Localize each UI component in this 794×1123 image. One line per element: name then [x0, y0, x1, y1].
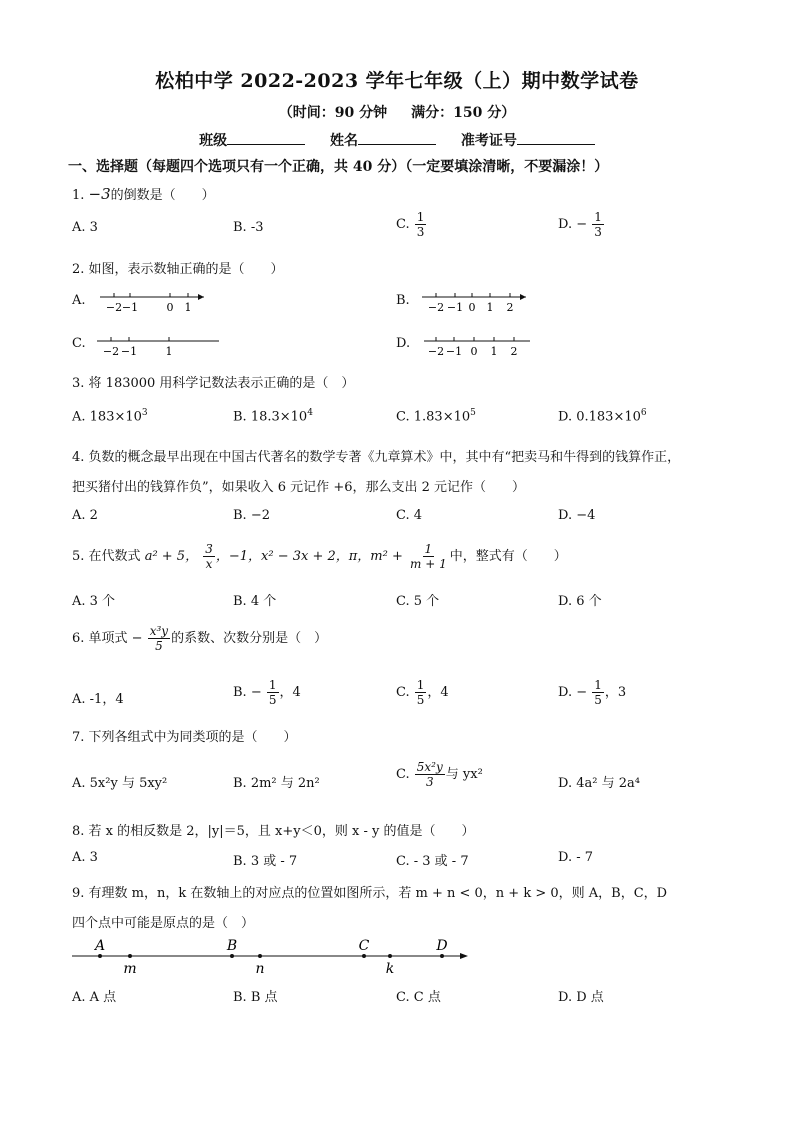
q5-option-c[interactable]: C. 5 个: [396, 594, 440, 609]
q1-option-c[interactable]: [396, 210, 427, 239]
q6-den: 5: [155, 639, 163, 653]
q1-d-label: D. −: [558, 217, 588, 232]
q5-post: 中，整式有（ ）: [449, 549, 567, 564]
q6-b-label: B. −: [233, 685, 262, 700]
q1-expr: −3: [88, 185, 111, 203]
q2-axis-b-arrow: [520, 294, 526, 300]
q2-option-d-label[interactable]: D.: [396, 336, 411, 351]
question-1-stem: [72, 184, 215, 203]
q2-option-b-label[interactable]: B.: [396, 293, 410, 308]
q5-option-b[interactable]: B. 4 个: [233, 594, 277, 609]
question-2-stem: 2. 如图，表示数轴正确的是（ ）: [72, 262, 284, 277]
q1-option-d[interactable]: [558, 210, 605, 239]
q9-point-dot: [362, 954, 366, 958]
name-blank[interactable]: [358, 132, 436, 145]
exam-subtitle: [0, 102, 794, 122]
q5-expr-2: [203, 542, 215, 571]
q9-point-dot: [230, 954, 234, 958]
q1-c-label: C.: [396, 217, 410, 232]
class-blank[interactable]: [227, 132, 305, 145]
q3-option-a[interactable]: [72, 408, 148, 424]
q7-option-d[interactable]: D. 4a² 与 2a⁴: [558, 776, 640, 791]
exam-title: 松柏中学 2022-2023 学年七年级（上）期中数学试卷: [155, 70, 639, 92]
q1-stem-text: 的倒数是（ ）: [110, 188, 215, 203]
q1-option-b[interactable]: B. -3: [233, 220, 264, 235]
q2-axis-d-tick-label: −1: [445, 345, 463, 358]
q6-d-den: 5: [594, 693, 602, 707]
q2-axis-b: [420, 290, 540, 316]
q2-axis-a-tick-label: 1: [184, 301, 192, 314]
time-limit: （时间：90 分钟: [278, 105, 388, 121]
q6-option-d[interactable]: [558, 678, 626, 707]
q2-axis-d-tick-label: 1: [490, 345, 498, 358]
q7-c-fraction: [415, 760, 445, 789]
name-label: 姓名: [330, 133, 358, 149]
q9-option-d[interactable]: D. D 点: [558, 990, 604, 1005]
q3-a-exp: 3: [141, 408, 148, 418]
q1-c-fraction: [415, 210, 427, 239]
q6-b-fraction: [267, 678, 279, 707]
q7-option-c[interactable]: [396, 760, 483, 789]
class-field[interactable]: [199, 130, 305, 150]
q3-c-exp: 5: [470, 408, 476, 418]
q9-point-dot: [98, 954, 102, 958]
q9-point-label: B: [226, 938, 238, 954]
q6-c-post: ，4: [427, 685, 449, 700]
q9-point-label: A: [94, 938, 106, 954]
q3-a-text: A. 183×10: [72, 409, 142, 425]
q8-option-c[interactable]: C. - 3 或 - 7: [396, 854, 469, 869]
q3-b-exp: 4: [307, 408, 313, 418]
q9-point-label: C: [358, 938, 370, 954]
question-3-stem: 3. 将 183000 用科学记数法表示正确的是（ ）: [72, 376, 355, 391]
q7-c-num: 5x²y: [416, 760, 443, 774]
q3-b-text: B. 18.3×10: [233, 409, 308, 425]
q2-axis-b-tick-label: 0: [468, 301, 476, 314]
q6-b-post: ，4: [279, 685, 301, 700]
q5-expr-1: a² + 5，: [144, 549, 199, 564]
q1-option-a[interactable]: A. 3: [72, 220, 98, 235]
q8-option-b[interactable]: B. 3 或 - 7: [233, 854, 298, 869]
q2-axis-a-tick-label: 0: [166, 301, 174, 314]
q2-axis-c-tick-label: −1: [120, 345, 138, 358]
q2-axis-a: [98, 290, 218, 316]
q1-d-num: 1: [594, 210, 602, 224]
class-label: 班级: [199, 133, 228, 149]
q6-option-c[interactable]: [396, 678, 449, 707]
q8-option-d[interactable]: D. - 7: [558, 850, 594, 865]
q6-d-post: ，3: [604, 685, 627, 700]
question-9-line-2: 四个点中可能是原点的是（ ）: [72, 916, 255, 931]
q5-e2-num: 3: [205, 542, 213, 556]
id-field[interactable]: [461, 130, 595, 150]
q5-e4-den: m + 1: [410, 557, 447, 571]
q2-axis-c-tick-label: 1: [165, 345, 173, 358]
q9-option-b[interactable]: B. B 点: [233, 990, 278, 1005]
q6-d-fraction: [592, 678, 604, 707]
q2-option-c-label[interactable]: C.: [72, 336, 86, 351]
q1-d-den: 3: [594, 225, 602, 239]
q4-option-a[interactable]: A. 2: [72, 508, 98, 523]
q9-number-line: [72, 934, 472, 978]
q6-d-num: 1: [594, 678, 602, 692]
q4-option-d[interactable]: D. −4: [558, 508, 596, 523]
question-5-stem: [72, 542, 567, 571]
q9-variable-dot: [388, 954, 392, 958]
question-4-line-2: 把买猪付出的钱算作负”，如果收入 6 元记作 +6，那么支出 2 元记作（ ）: [72, 480, 526, 495]
q2-axis-c-tick-label: −2: [102, 345, 120, 358]
q7-c-label: C.: [396, 767, 410, 782]
q2-axis-d-tick-label: 2: [510, 345, 518, 358]
q7-option-a[interactable]: A. 5x²y 与 5xy²: [72, 776, 168, 791]
q2-axis-b-tick-label: −2: [427, 301, 445, 314]
q2-axis-b-tick-label: −1: [446, 301, 464, 314]
q6-c-label: C.: [396, 685, 410, 700]
q3-option-c[interactable]: [396, 408, 476, 424]
question-6-stem: [72, 624, 327, 653]
q6-option-b[interactable]: [233, 678, 301, 707]
question-4-line-1: 4. 负数的概念最早出现在中国古代著名的数学专著《九章算术》中，其中有“把卖马和牛得到的钱算作正，: [72, 450, 681, 465]
q6-d-label: D. −: [558, 685, 588, 700]
q9-variable-label: n: [255, 961, 265, 977]
q1-d-fraction: [592, 210, 604, 239]
q2-axis-d: [422, 334, 537, 360]
q9-point-dot: [440, 954, 444, 958]
q2-axis-d-tick-label: −2: [427, 345, 445, 358]
q2-axis-b-tick-label: 1: [486, 301, 494, 314]
q7-option-b[interactable]: B. 2m² 与 2n²: [233, 776, 320, 791]
q6-num: x³y: [149, 624, 169, 638]
q7-c-post: 与 yx²: [445, 767, 483, 782]
q1-c-num: 1: [416, 210, 425, 224]
full-score: 满分：150 分）: [411, 105, 516, 121]
q3-c-text: C. 1.83×10: [396, 409, 471, 425]
q1-number: 1.: [72, 188, 85, 203]
q2-axis-d-tick-label: 0: [470, 345, 478, 358]
q7-c-den: 3: [425, 775, 434, 789]
q9-variable-dot: [258, 954, 262, 958]
q2-axis-a-tick-label: −2: [105, 301, 123, 314]
q3-option-d[interactable]: [558, 408, 647, 424]
q6-post: 的系数、次数分别是（ ）: [171, 631, 328, 646]
q5-expr-3: ，−1，x² − 3x + 2，π，m² +: [215, 549, 403, 564]
q6-option-a[interactable]: A. -1，4: [72, 692, 124, 707]
q2-axis-a-tick-label: −1: [121, 301, 139, 314]
question-8-stem: 8. 若 x 的相反数是 2，|y|＝5，且 x+y＜0，则 x - y 的值是（ ）: [72, 824, 475, 839]
q3-option-b[interactable]: [233, 408, 313, 424]
q4-option-b[interactable]: B. −2: [233, 508, 270, 523]
q4-option-c[interactable]: C. 4: [396, 508, 423, 523]
student-info-row: [0, 130, 794, 150]
q6-fraction: [148, 624, 170, 653]
q6-c-fraction: [415, 678, 427, 707]
id-blank[interactable]: [517, 132, 595, 145]
q3-d-exp: 6: [640, 408, 647, 418]
q6-c-den: 5: [416, 693, 425, 707]
q6-b-den: 5: [268, 693, 277, 707]
q2-axis-b-tick-label: 2: [506, 301, 514, 314]
q6-pre: 6. 单项式 −: [72, 631, 143, 646]
id-label: 准考证号: [460, 133, 517, 149]
q2-axis-a-arrow: [198, 294, 204, 300]
q6-c-num: 1: [416, 678, 425, 692]
q9-variable-label: m: [123, 961, 137, 977]
q1-c-den: 3: [416, 225, 425, 239]
question-9-line-1: 9. 有理数 m，n，k 在数轴上的对应点的位置如图所示，若 m + n < 0，n + k > 0，则 A，B，C，D: [72, 886, 668, 901]
q5-option-d[interactable]: D. 6 个: [558, 594, 602, 609]
q9-variable-label: k: [385, 961, 395, 977]
q9-variable-dot: [128, 954, 132, 958]
q9-option-c[interactable]: C. C 点: [396, 990, 441, 1005]
q2-option-a-label[interactable]: A.: [72, 293, 86, 308]
q6-b-num: 1: [268, 678, 277, 692]
q2-axis-c: [95, 334, 220, 360]
section-heading: 一、选择题（每题四个选项只有一个正确，共 40 分）（一定要填涂清晰，不要漏涂！）: [68, 159, 609, 175]
question-7-stem: 7. 下列各组式中为同类项的是（ ）: [72, 730, 297, 745]
q9-option-a[interactable]: A. A 点: [72, 990, 117, 1005]
q5-option-a[interactable]: A. 3 个: [72, 594, 116, 609]
q5-e4-num: 1: [424, 542, 433, 556]
q5-e2-den: x: [205, 557, 213, 571]
q5-expr-4: [408, 542, 449, 571]
q8-option-a[interactable]: A. 3: [72, 850, 98, 865]
q5-pre: 5. 在代数式: [72, 549, 141, 564]
q9-point-label: D: [436, 938, 448, 954]
q3-d-text: D. 0.183×10: [558, 409, 641, 425]
name-field[interactable]: [330, 130, 436, 150]
q9-axis-arrow: [460, 953, 468, 959]
